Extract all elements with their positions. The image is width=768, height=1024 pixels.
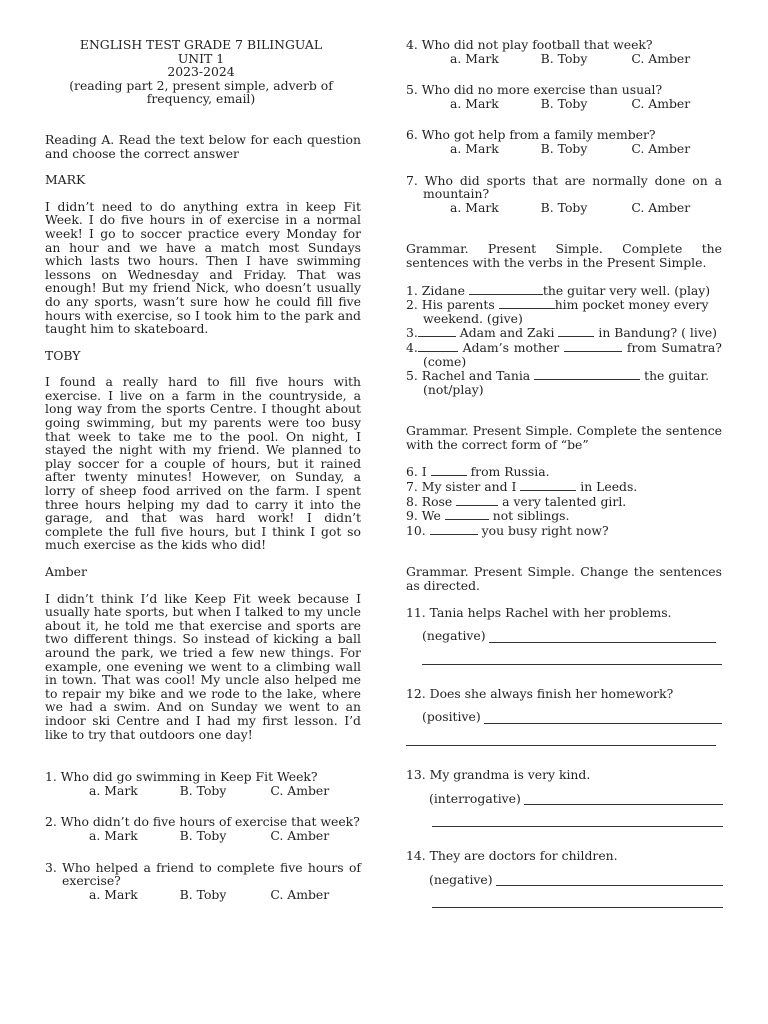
item-start: 10. — [406, 522, 426, 538]
answer-blank[interactable] — [431, 464, 467, 476]
answer-options — [45, 784, 361, 798]
answer-line[interactable] — [432, 906, 723, 908]
grammar1-item-5 — [406, 368, 722, 396]
option-b[interactable]: B. Toby — [540, 50, 588, 66]
amber-title: Amber — [45, 564, 87, 579]
reading-instruction: Reading A. Read the text below for each question and choose the correct answer — [45, 131, 361, 161]
item-start: 3. — [406, 325, 418, 341]
item-end: from Sumatra? (come) — [423, 339, 722, 369]
header-title: ENGLISH TEST GRADE 7 BILINGUAL — [79, 37, 323, 52]
item-start: 8. Rose — [406, 493, 453, 509]
grammar1-item-4 — [406, 340, 722, 368]
item-end: in Bandung? ( live) — [598, 325, 717, 341]
answer-blank[interactable] — [430, 523, 478, 535]
grammar3-item-12: 12. Does she always finish her homework? — [406, 685, 674, 701]
question-text: 6. Who got help from a family member? — [406, 127, 656, 143]
amber-text: I didn’t think I’d like Keep Fit week because I usually hate sports, but when I talked to my uncle about it, he told me that exercise and sports are two different things. So instead of kicking a ball around the park, we tried a few new things. For example, one evening we went to a climbing wall in town. That was cool! My uncle also helped me to repair my bike and we rode to the lake, where we had a swim. And on Sunday we went to an indoor ski Centre and I had my first lesson. I’d like to try that outdoors one day! — [45, 590, 361, 742]
question-5 — [406, 83, 722, 110]
grammar1-list — [406, 283, 722, 397]
option-c[interactable]: C. Amber — [270, 827, 330, 843]
direction-label: (interrogative) — [429, 790, 521, 806]
test-header — [45, 38, 361, 106]
grammar2-item-6 — [406, 464, 722, 479]
answer-line[interactable] — [496, 874, 723, 886]
item-start: 6. I — [406, 464, 427, 480]
option-a[interactable]: a. Mark — [450, 140, 499, 156]
option-c[interactable]: C. Amber — [631, 50, 691, 66]
answer-options — [406, 142, 722, 156]
right-column — [406, 38, 722, 908]
option-b[interactable]: B. Toby — [540, 140, 588, 156]
question-text: 3. Who helped a friend to complete five hours of exercise? — [45, 859, 361, 889]
question-3 — [45, 861, 361, 902]
answer-options — [406, 201, 722, 215]
question-text: 4. Who did not play football that week? — [406, 37, 653, 52]
option-b[interactable]: B. Toby — [179, 886, 227, 902]
answer-row — [406, 629, 716, 643]
question-7 — [406, 174, 722, 215]
grammar3-instruction: Grammar. Present Simple. Change the sentences as directed. — [406, 564, 722, 594]
direction-label: (negative) — [422, 628, 486, 644]
header-unit: UNIT 1 — [177, 50, 225, 66]
option-a[interactable]: a. Mark — [450, 95, 499, 111]
option-c[interactable]: C. Amber — [270, 886, 330, 902]
grammar1-item-1 — [406, 283, 722, 298]
mark-title: MARK — [45, 172, 86, 188]
option-b[interactable]: B. Toby — [540, 199, 588, 215]
grammar2-instruction: Grammar. Present Simple. Complete the sentence with the correct form of “be” — [406, 423, 722, 452]
option-c[interactable]: C. Amber — [631, 140, 691, 156]
grammar3-item-14: 14. They are doctors for children. — [406, 848, 618, 864]
grammar1-instruction: Grammar. Present Simple. Complete the sentences with the verbs in the Present Simple. — [406, 241, 722, 270]
item-end: from Russia. — [470, 464, 550, 480]
option-c[interactable]: C. Amber — [631, 95, 691, 111]
header-topics: (reading part 2, present simple, adverb of — [69, 77, 333, 93]
toby-text: I found a really hard to fill five hours with exercise. I live on a farm in the countryside, a long way from the sports Centre. I thought about going swimming, but my parents were too busy that week to take me to the pool. On night, I stayed the night with my friend. We planned to play soccer for a couple of hours, but it rained after twenty minutes! However, on Sunday, a lorry of sheep food arrived on the farm. I spent three hours helping my dad to carry it into the garage, and that was hard work! I didn’t complete the full five hours, but I think I got so much exercise as the kids who did! — [45, 374, 361, 553]
option-a[interactable]: a. Mark — [89, 886, 138, 902]
answer-blank[interactable] — [520, 479, 576, 491]
grammar3-item-11: 11. Tania helps Rachel with her problems. — [406, 604, 672, 620]
grammar2-item-8 — [406, 494, 722, 509]
header-topics-cont: frequency, email) — [146, 91, 256, 107]
option-c[interactable]: C. Amber — [270, 782, 330, 798]
answer-blank[interactable] — [499, 297, 555, 309]
question-text: 2. Who didn’t do five hours of exercise that week? — [45, 814, 360, 830]
item-end: not siblings. — [492, 508, 570, 524]
grammar2-item-7 — [406, 479, 722, 494]
item-mid: Adam’s mother — [462, 339, 560, 355]
item-end: in Leeds. — [580, 479, 638, 495]
answer-blank[interactable] — [418, 340, 458, 352]
answer-blank[interactable] — [418, 325, 456, 337]
answer-line[interactable] — [489, 631, 716, 643]
item-start: 9. We — [406, 508, 441, 524]
question-2 — [45, 815, 361, 842]
left-column — [45, 38, 361, 901]
answer-row — [406, 873, 723, 887]
question-text: 5. Who did no more exercise than usual? — [406, 82, 663, 98]
option-b[interactable]: B. Toby — [540, 95, 588, 111]
grammar2-item-9 — [406, 508, 722, 523]
answer-blank[interactable] — [445, 508, 489, 520]
answer-blank[interactable] — [456, 494, 498, 506]
item-end: the guitar. (not/play) — [423, 368, 710, 397]
option-a[interactable]: a. Mark — [89, 827, 138, 843]
header-year: 2023-2024 — [167, 64, 235, 80]
option-a[interactable]: a. Mark — [450, 50, 499, 66]
item-start: 7. My sister and I — [406, 479, 517, 495]
answer-row — [406, 792, 723, 806]
grammar2-item-10 — [406, 523, 722, 538]
question-6 — [406, 128, 722, 155]
direction-label: (negative) — [429, 871, 493, 887]
option-c[interactable]: C. Amber — [631, 199, 691, 215]
question-1 — [45, 770, 361, 797]
grammar2-list — [406, 464, 722, 537]
option-a[interactable]: a. Mark — [89, 782, 138, 798]
answer-options — [45, 888, 361, 902]
question-text: 1. Who did go swimming in Keep Fit Week? — [45, 769, 318, 785]
answer-options — [406, 52, 722, 66]
answer-blank[interactable] — [534, 368, 640, 380]
answer-blank[interactable] — [564, 340, 622, 352]
answer-blank[interactable] — [469, 283, 543, 295]
item-start: 4. — [406, 339, 418, 355]
item-end: you busy right now? — [481, 522, 609, 538]
item-end: the guitar very well. (play) — [542, 282, 711, 298]
direction-label: (positive) — [422, 709, 481, 725]
item-start: 2. His parents — [406, 297, 495, 313]
answer-options — [406, 97, 722, 111]
question-4 — [406, 38, 722, 65]
grammar3-item-13: 13. My grandma is very kind. — [406, 767, 591, 782]
option-b[interactable]: B. Toby — [179, 782, 227, 798]
option-a[interactable]: a. Mark — [450, 199, 499, 215]
answer-line[interactable] — [484, 712, 722, 724]
grammar1-item-2 — [406, 297, 722, 325]
answer-line[interactable] — [524, 793, 723, 805]
answer-blank[interactable] — [558, 325, 594, 337]
option-b[interactable]: B. Toby — [179, 827, 227, 843]
toby-title: TOBY — [45, 347, 81, 363]
item-end: a very talented girl. — [502, 493, 627, 509]
item-mid: Adam and Zaki — [459, 325, 555, 341]
grammar1-item-3 — [406, 325, 722, 340]
item-start: 1. Zidane — [406, 282, 465, 298]
mark-text: I didn’t need to do anything extra in keep Fit Week. I do five hours in of exercise in a normal week! I go to soccer practice every Monday for an hour and we have a match most Sundays which lasts two hours. Then I have swimming lessons on Wednesday and Friday. That was enough! But my friend Nick, who doesn’t usually do any sports, wasn’t sure how he could fill five hours with exercise, so I took him to the park and taught him to skateboard. — [45, 198, 361, 337]
question-text: 7. Who did sports that are normally done on a mountain? — [406, 172, 722, 202]
item-end: him pocket money every weekend. (give) — [423, 297, 709, 326]
answer-row — [406, 710, 722, 724]
item-start: 5. Rachel and Tania — [406, 368, 531, 384]
answer-options — [45, 829, 361, 843]
